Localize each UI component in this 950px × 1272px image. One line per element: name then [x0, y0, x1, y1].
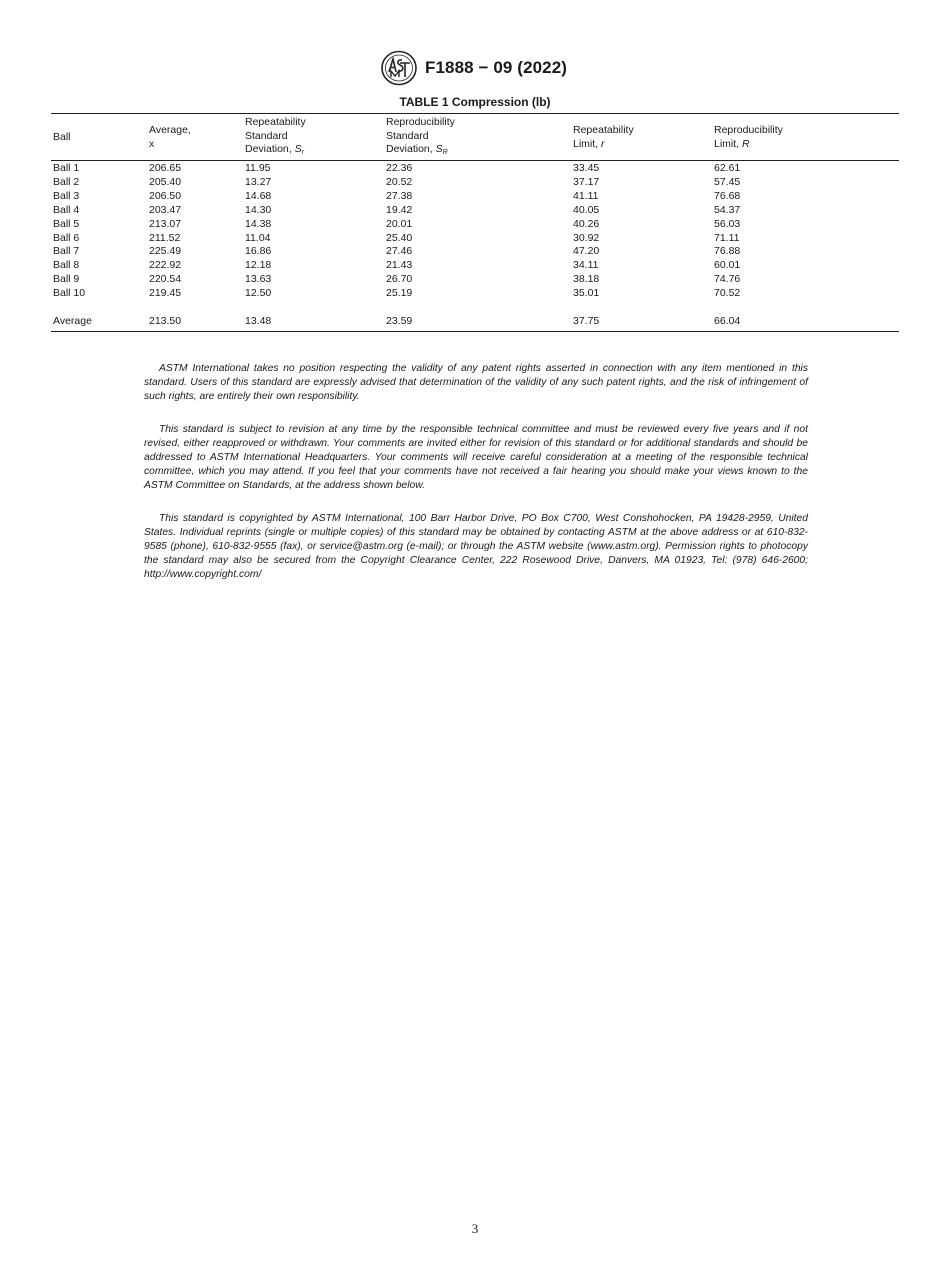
table-cell: Average — [53, 315, 92, 328]
column-header-ball: Ball — [53, 131, 71, 144]
column-header-repeatability-limit: Repeatability Limit, r — [573, 124, 634, 151]
table-cell: 38.18 — [573, 273, 600, 286]
table-cell: 56.03 — [714, 217, 741, 230]
table-cell: 203.47 — [149, 203, 182, 216]
table-spacer-cell — [51, 301, 899, 315]
table-row — [51, 245, 899, 259]
astm-logo-icon — [380, 50, 418, 86]
page-number: 3 — [471, 1221, 479, 1236]
table-header-row — [51, 114, 899, 161]
table-cell: 76.68 — [714, 189, 741, 202]
table-row — [51, 259, 899, 273]
column-header-average: Average, x — [149, 124, 191, 151]
compression-table — [51, 113, 899, 332]
patent-notice: ASTM International takes no position respecting the validity of any patent rights asserted in connection with any item mentioned in this standard. Users of this standard are expressly advised that determination of the validity of any such patent rights, and the risk of infringement of such rights, are entirely their own responsibility. — [144, 363, 808, 402]
table-cell: 14.68 — [245, 189, 272, 202]
table-row — [51, 232, 899, 246]
table-cell: 213.07 — [149, 217, 182, 230]
table-cell: 54.37 — [714, 203, 741, 216]
table-cell: 13.27 — [245, 176, 272, 188]
table-cell: 35.01 — [573, 287, 600, 300]
table-cell: 27.46 — [386, 245, 413, 258]
table-cell: 41.11 — [573, 189, 599, 202]
table-row — [51, 161, 899, 176]
table-cell: 13.48 — [245, 315, 272, 328]
table-cell: Ball 8 — [53, 259, 80, 272]
table-cell: 25.19 — [386, 287, 413, 300]
table-cell: 12.18 — [245, 259, 272, 272]
table-cell: 219.45 — [149, 287, 182, 300]
table-cell: 23.59 — [386, 315, 413, 328]
table-cell: Ball 9 — [53, 273, 80, 286]
table-cell: 20.52 — [386, 176, 413, 188]
table-cell: Ball 4 — [53, 203, 80, 216]
table-cell: 30.92 — [573, 231, 600, 244]
table-cell: Ball 6 — [53, 231, 80, 244]
table-cell: 62.61 — [714, 162, 741, 175]
copyright-notice: This standard is copyrighted by ASTM International, 100 Barr Harbor Drive, PO Box C700, West Conshohocken, PA 19428-2959, United States. Individual reprints (single or multiple copies) of this standard may be obtained by contacting ASTM at the above address or at 610-832-9585 (phone), 610-832-9555 (fax), or service@astm.org (e-mail); or through the ASTM website (www.astm.org). Permission rights to photocopy the standard may also be secured from the Copyright Clearance Center, 222 Rosewood Drive, Danvers, MA 01923, Tel: (978) 646-2600; http://www.copyright.com/ — [144, 513, 808, 580]
table-cell: 22.36 — [386, 162, 413, 175]
table-cell: 211.52 — [149, 231, 181, 244]
table-cell: 70.52 — [714, 287, 741, 300]
average-row — [51, 315, 899, 331]
table-cell: 66.04 — [714, 315, 741, 328]
table-body — [51, 161, 899, 332]
table-row — [51, 287, 899, 301]
table-cell: 14.30 — [245, 203, 272, 216]
table-cell: 34.11 — [573, 259, 599, 272]
column-header-reproducibility-limit: Reproducibility Limit, R — [714, 124, 783, 151]
page-header — [0, 50, 950, 88]
table-cell: Ball 5 — [53, 217, 80, 230]
table-cell: 16.86 — [245, 245, 272, 258]
table-cell: Ball 2 — [53, 176, 80, 188]
table-cell: 206.65 — [149, 162, 182, 175]
table-row — [51, 176, 899, 190]
table-cell: 225.49 — [149, 245, 182, 258]
table-row — [51, 218, 899, 232]
table-cell: 40.05 — [573, 203, 600, 216]
table-spacer-row — [51, 301, 899, 315]
table-cell: 47.20 — [573, 245, 600, 258]
table-cell: 222.92 — [149, 259, 182, 272]
table-cell: 220.54 — [149, 273, 182, 286]
table-cell: 37.75 — [573, 315, 600, 328]
table-cell: 11.95 — [245, 162, 271, 175]
table-row — [51, 190, 899, 204]
table-cell: 11.04 — [245, 231, 271, 244]
legal-notes — [144, 362, 808, 601]
table-cell: 74.76 — [714, 273, 741, 286]
table-cell: 213.50 — [149, 315, 182, 328]
table-cell: 57.45 — [714, 176, 741, 188]
table-cell: 205.40 — [149, 176, 182, 188]
table-cell: Ball 7 — [53, 245, 80, 258]
table-cell: 33.45 — [573, 162, 600, 175]
document-id: F1888 − 09 (2022) — [425, 58, 568, 77]
table-cell: 76.88 — [714, 245, 741, 258]
table-cell: 40.26 — [573, 217, 600, 230]
column-header-repeatability-sd: Repeatability Standard Deviation, $S_r$ — [245, 116, 306, 157]
revision-notice: This standard is subject to revision at any time by the responsible technical committee and must be reviewed every five years and if not revised, either reapproved or withdrawn. Your comments are invited either for revision of this standard or for additional standards and should be addressed to ASTM International Headquarters. Your comments will receive careful consideration at a meeting of the responsible technical committee, which you may attend. If you feel that your comments have not received a fair hearing you should make your views known to the ASTM Committee on Standards, at the address shown below. — [144, 424, 808, 491]
table-cell: 60.01 — [714, 259, 741, 272]
table-cell: Ball 3 — [53, 189, 80, 202]
table-cell: 19.42 — [386, 203, 413, 216]
table-cell: Ball 1 — [53, 162, 80, 175]
table-cell: 21.43 — [386, 259, 413, 272]
table-cell: 206.50 — [149, 189, 182, 202]
table-cell: 14.38 — [245, 217, 272, 230]
table-row — [51, 273, 899, 287]
table-cell: 12.50 — [245, 287, 272, 300]
table-cell: 37.17 — [573, 176, 600, 188]
table-cell: 13.63 — [245, 273, 272, 286]
table-row — [51, 204, 899, 218]
table-cell: 20.01 — [386, 217, 413, 230]
table-cell: 27.38 — [386, 189, 413, 202]
table-cell: 26.70 — [386, 273, 413, 286]
table-cell: 25.40 — [386, 231, 413, 244]
table-cell: 71.11 — [714, 231, 740, 244]
column-header-reproducibility-sd: Reproducibility Standard Deviation, $S_R$ — [386, 116, 455, 157]
table-cell: Ball 10 — [53, 287, 86, 300]
table-title: TABLE 1 Compression (lb) — [399, 95, 551, 109]
